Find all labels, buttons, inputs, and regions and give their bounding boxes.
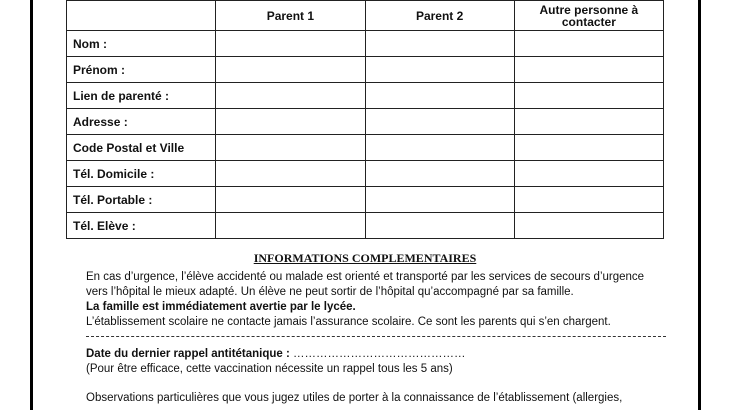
row-label-tel-domicile: Tél. Domicile : bbox=[67, 161, 216, 187]
table-row bbox=[67, 31, 664, 57]
cell-input[interactable] bbox=[216, 31, 365, 57]
contact-table bbox=[66, 0, 664, 239]
cell-input[interactable] bbox=[216, 187, 365, 213]
row-label-nom: Nom : bbox=[67, 31, 216, 57]
cell-input[interactable] bbox=[514, 57, 663, 83]
row-label-tel-eleve: Tél. Elève : bbox=[67, 213, 216, 239]
cell-input[interactable] bbox=[216, 109, 365, 135]
cell-input[interactable] bbox=[216, 57, 365, 83]
cell-input[interactable] bbox=[216, 213, 365, 239]
cell-input[interactable] bbox=[514, 187, 663, 213]
info-paragraph-famille: La famille est immédiatement avertie par le lycée. bbox=[86, 301, 356, 313]
table-row bbox=[67, 213, 664, 239]
section-divider bbox=[86, 336, 666, 337]
header-parent-1: Parent 1 bbox=[216, 1, 365, 31]
table-header-row bbox=[67, 1, 664, 31]
info-heading: INFORMATIONS COMPLEMENTAIRES bbox=[253, 251, 477, 265]
cell-input[interactable] bbox=[514, 83, 663, 109]
cell-input[interactable] bbox=[365, 213, 514, 239]
row-label-prenom: Prénom : bbox=[67, 57, 216, 83]
table-row bbox=[67, 109, 664, 135]
cell-input[interactable] bbox=[216, 161, 365, 187]
row-label-tel-portable: Tél. Portable : bbox=[67, 187, 216, 213]
row-label-code-postal: Code Postal et Ville bbox=[67, 135, 216, 161]
observations-text: Observations particulières que vous jugez utiles de porter à la connaissance de l’établissement (allergies, bbox=[86, 392, 623, 404]
table-row bbox=[67, 161, 664, 187]
tetanos-dots[interactable]: ……………………………………… bbox=[293, 348, 466, 360]
cell-input[interactable] bbox=[514, 135, 663, 161]
cell-input[interactable] bbox=[365, 109, 514, 135]
info-paragraph-assurance: L’établissement scolaire ne contacte jamais l’assurance scolaire. Ce sont les parents qui s’en chargent. bbox=[86, 316, 611, 328]
header-parent-2: Parent 2 bbox=[365, 1, 514, 31]
cell-input[interactable] bbox=[365, 83, 514, 109]
info-paragraph-urgence: En cas d’urgence, l’élève accidenté ou malade est orienté et transporté par les services de secours d’urgence vers l’hôpital le mieux adapté. Un élève ne peut sortir de l’hôpital qu’accompagné par sa famille. bbox=[86, 271, 645, 298]
row-label-adresse: Adresse : bbox=[67, 109, 216, 135]
cell-input[interactable] bbox=[365, 161, 514, 187]
row-label-lien: Lien de parenté : bbox=[67, 83, 216, 109]
tetanos-note: (Pour être efficace, cette vaccination nécessite un rappel tous les 5 ans) bbox=[86, 363, 453, 375]
tetanos-label: Date du dernier rappel antitétanique : bbox=[86, 348, 290, 360]
table-row bbox=[67, 187, 664, 213]
cell-input[interactable] bbox=[514, 161, 663, 187]
cell-input[interactable] bbox=[514, 213, 663, 239]
right-border-line bbox=[698, 0, 701, 410]
cell-input[interactable] bbox=[216, 83, 365, 109]
cell-input[interactable] bbox=[365, 57, 514, 83]
tetanos-line bbox=[86, 347, 666, 362]
table-row bbox=[67, 135, 664, 161]
cell-input[interactable] bbox=[365, 187, 514, 213]
cell-input[interactable] bbox=[365, 135, 514, 161]
table-row bbox=[67, 83, 664, 109]
table-row bbox=[67, 57, 664, 83]
cell-input[interactable] bbox=[514, 31, 663, 57]
left-border-line bbox=[30, 0, 33, 410]
cell-input[interactable] bbox=[365, 31, 514, 57]
cell-input[interactable] bbox=[514, 109, 663, 135]
header-empty bbox=[67, 1, 216, 31]
header-other-contact: Autre personne à contacter bbox=[514, 1, 663, 31]
cell-input[interactable] bbox=[216, 135, 365, 161]
